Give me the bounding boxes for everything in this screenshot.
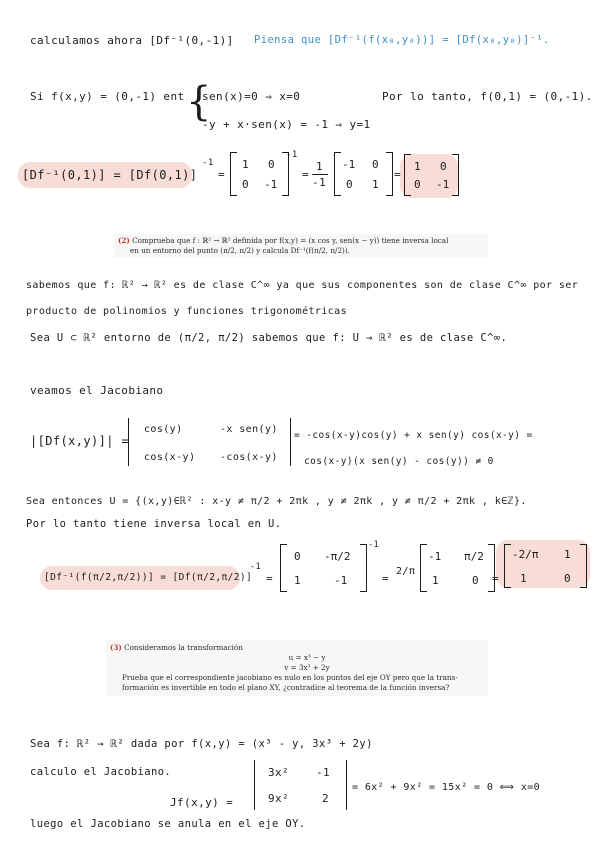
cell: -1 <box>342 158 356 171</box>
problem-number: (3) <box>110 643 122 652</box>
jac-result-2: cos(x-y)(x sen(y) - cos(y)) ≠ 0 <box>304 456 494 467</box>
problem-3-u: u = x³ − y <box>288 653 326 662</box>
cell: -1 <box>334 574 348 587</box>
system-prefix: Si f(x,y) = (0,-1) ent <box>30 90 185 103</box>
jac-cell: cos(x-y) <box>144 452 196 463</box>
jf-cell: 2 <box>322 792 330 805</box>
cell: 0 <box>564 572 571 585</box>
cell: 0 <box>414 178 421 191</box>
para3-line2: calculo el Jacobiano. <box>30 766 172 778</box>
eq2-matrix-c <box>504 544 588 590</box>
eq1-lhs: [Df⁻¹(0,1)] = [Df(0,1)] <box>22 168 198 182</box>
problem-3-line2: Prueba que el correspondiente jacobiano es nulo en los puntos del eje OY pero que la trans- <box>122 673 458 682</box>
cell: 0 <box>294 550 301 563</box>
problem-2-line2: en un entorno del punto (π/2, π/2) y calcula Df⁻¹(f(π/2, π/2)). <box>130 246 350 255</box>
equals-sign: = <box>218 168 226 181</box>
det-bar-left <box>128 418 129 466</box>
local-inverse-line: Por lo tanto tiene inversa local en U. <box>26 518 282 530</box>
det-bar-right-3 <box>346 760 347 810</box>
cell: 0 <box>346 178 353 191</box>
equals-sign: = <box>266 572 274 585</box>
jac-result-1: = -cos(x-y)cos(y) + x sen(y) cos(x-y) = <box>294 430 533 441</box>
cell: -π/2 <box>324 550 351 563</box>
line-calculamos: calculamos ahora [Df⁻¹(0,-1)] <box>30 34 234 47</box>
para2-line2: producto de polinomios y funciones trigonométricas <box>26 306 348 317</box>
jf-result: = 6x² + 9x² = 15x² = 0 ⟺ x=0 <box>352 782 541 793</box>
frac-num: 1 <box>316 160 324 173</box>
jf-lhs: Jf(x,y) = <box>170 796 234 809</box>
equals-sign: = <box>492 572 500 585</box>
problem-3-v: v = 3x³ + 2y <box>284 663 330 672</box>
set-line: Sea entonces U = {(x,y)∈ℝ² : x-y ≠ π/2 + 2πk , y ≠ 2πk , y ≠ π/2 + 2πk , k∈ℤ}. <box>26 496 527 507</box>
problem-number: (2) <box>118 236 130 245</box>
jf-cell: 9x² <box>268 792 290 805</box>
cell: 1 <box>520 572 527 585</box>
para2-line1: sabemos que f: ℝ² → ℝ² es de clase C^∞ ya que sus componentes son de clase C^∞ por ser <box>26 280 579 291</box>
jacobian-title: veamos el Jacobiano <box>30 384 164 397</box>
cell: 1 <box>414 160 421 173</box>
cell: -2/π <box>512 548 539 561</box>
cell: 1 <box>242 158 249 171</box>
cell: π/2 <box>464 550 484 563</box>
eq2-exponent-2: -1 <box>368 540 380 550</box>
cell: 0 <box>372 158 379 171</box>
frac-den: -1 <box>312 176 327 189</box>
frac-bar <box>312 174 328 175</box>
eq2-matrix-a <box>280 544 368 594</box>
det-bar-left-3 <box>254 760 255 810</box>
eq2-lhs: [Df⁻¹(f(π/2,π/2))] = [Df(π/2,π/2)] <box>44 572 253 583</box>
eq1-matrix-b <box>334 152 394 196</box>
equals-sign: = <box>382 572 390 585</box>
cell: -1 <box>264 178 278 191</box>
jf-cell: 3x² <box>268 766 290 779</box>
system-eq1: sen(x)=0 ⇒ x=0 <box>202 90 301 103</box>
cell: -1 <box>436 178 450 191</box>
jac-cell: cos(y) <box>144 424 183 435</box>
cell: 1 <box>432 574 439 587</box>
eq1-exponent: -1 <box>202 158 214 168</box>
system-brace: { <box>186 79 212 125</box>
jac-cell: -cos(x-y) <box>220 452 278 463</box>
eq2-exponent: -1 <box>250 562 262 572</box>
cell: -1 <box>428 550 442 563</box>
cell: 1 <box>294 574 301 587</box>
problem-3-line3: formación es invertible en todo el plano XY, ¿contradice al teorema de la función inversa? <box>122 683 450 692</box>
system-conclusion: Por lo tanto, f(0,1) = (0,-1). <box>382 90 593 103</box>
eq1-matrix-a <box>230 152 290 196</box>
equals-sign: = <box>302 168 310 181</box>
para3-line1: Sea f: ℝ² → ℝ² dada por f(x,y) = (x³ - y, 3x³ + 2y) <box>30 738 373 750</box>
cell: 0 <box>242 178 249 191</box>
cell: 1 <box>564 548 571 561</box>
cell: 0 <box>268 158 275 171</box>
jacobian-lhs: |[Df(x,y)]| = <box>30 434 130 448</box>
cell: 0 <box>440 160 447 173</box>
system-eq2: -y + x·sen(x) = -1 ⇒ y=1 <box>202 118 371 131</box>
problem-2-line1: Comprueba que f : ℝ² → ℝ² definida por f(x,y) = (x cos y, sen(x − y)) tiene inversa local <box>132 236 449 245</box>
det-bar-right <box>290 418 291 466</box>
eq1-exponent-2: -1 <box>286 150 298 160</box>
eq2-matrix-b <box>420 544 496 594</box>
equals-sign: = <box>394 168 402 181</box>
problem-3-line1: Consideramos la transformación <box>124 643 243 652</box>
cell: 1 <box>372 178 379 191</box>
cell: 0 <box>472 574 479 587</box>
jac-cell: -x sen(y) <box>220 424 278 435</box>
problem-3-box <box>106 640 488 696</box>
hint-text: Piensa que [Df⁻¹(f(x₀,y₀))] = [Df(x₀,y₀)]⁻¹. <box>254 34 550 46</box>
para2-line3: Sea U ⊂ ℝ² entorno de (π/2, π/2) sabemos que f: U → ℝ² es de clase C^∞. <box>30 332 508 344</box>
jf-cell: -1 <box>316 766 331 779</box>
eq1-matrix-c <box>404 154 460 198</box>
problem-2-box <box>114 234 488 258</box>
eq2-frac: 2/π <box>396 566 416 577</box>
para3-line3: luego el Jacobiano se anula en el eje OY. <box>30 818 306 830</box>
